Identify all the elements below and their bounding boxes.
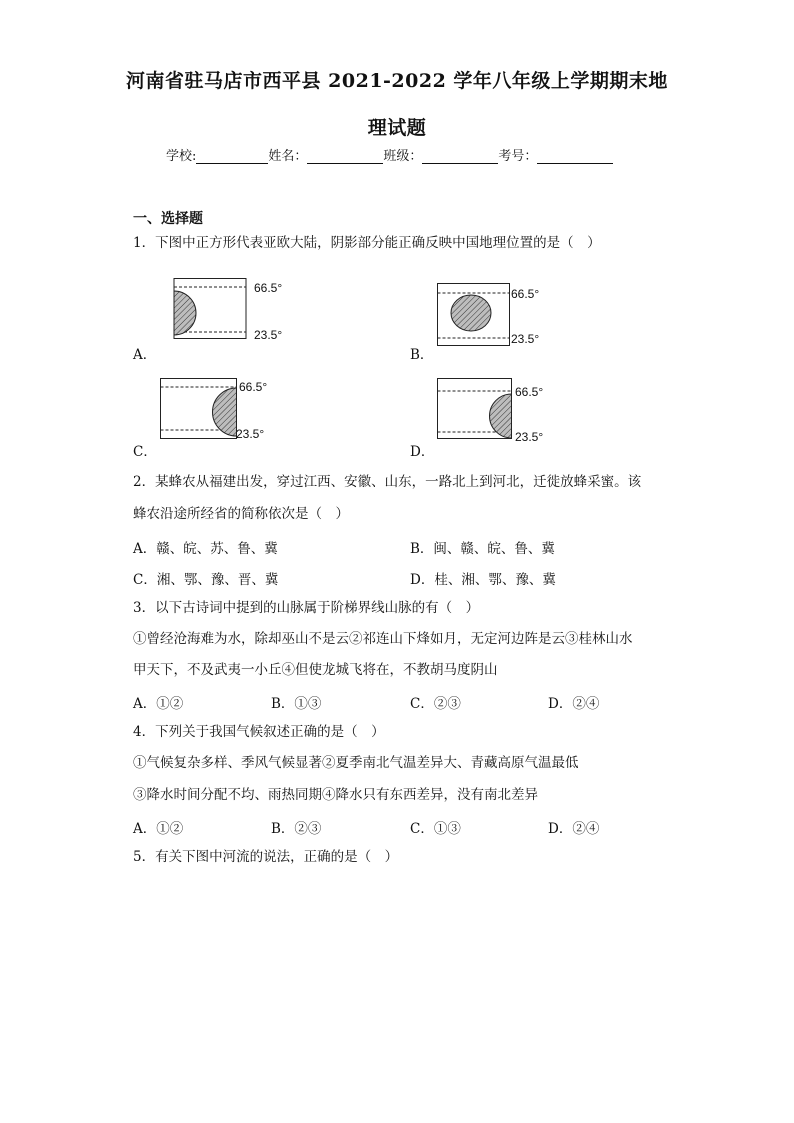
q3-option-b[interactable]: B．①③ (271, 696, 322, 712)
q1-b-lat-bottom: 23.5° (511, 332, 540, 346)
question-4-text: 4．下列关于我国气候叙述正确的是（ ） (133, 724, 385, 740)
school-blank[interactable] (196, 149, 268, 164)
q3-option-c[interactable]: C．②③ (410, 696, 461, 712)
question-5-text: 5．有关下图中河流的说法，正确的是（ ） (133, 849, 399, 865)
q4-option-c[interactable]: C．①③ (410, 821, 461, 837)
q2-option-d[interactable]: D．桂、湘、鄂、豫、冀 (410, 572, 556, 588)
number-blank[interactable] (537, 149, 613, 164)
q1-option-c-figure (160, 378, 240, 442)
q3-poem-line1: ①曾经沧海难为水，除却巫山不是云②祁连山下烽如月，无定河边阵是云③桂林山水 (133, 631, 633, 647)
q1-option-c-label[interactable]: C． (133, 444, 157, 460)
class-label: 班级： (383, 149, 423, 164)
q4-statement-line1: ①气候复杂多样、季风气候显著②夏季南北气温差异大、青藏高原气温最低 (133, 755, 579, 771)
number-label: 考号： (498, 149, 538, 164)
q4-option-b[interactable]: B．②③ (271, 821, 322, 837)
exam-title-line1: 河南省驻马店市西平县 2021-2022 学年八年级上学期期末地 (126, 70, 668, 92)
q1-a-lat-bottom: 23.5° (254, 328, 283, 342)
q2-option-a[interactable]: A．赣、皖、苏、鲁、冀 (133, 541, 278, 557)
q3-option-d[interactable]: D．②④ (548, 696, 600, 712)
q1-b-lat-top: 66.5° (511, 287, 540, 301)
student-info-row (166, 145, 613, 164)
q1-option-a-figure (170, 278, 250, 342)
q3-poem-line2: 甲天下，不及武夷一小丘④但使龙城飞将在，不教胡马度阴山 (133, 662, 498, 678)
name-label: 姓名： (268, 149, 308, 164)
q1-option-b-label[interactable]: B． (410, 347, 434, 363)
question-1-text: 1．下图中正方形代表亚欧大陆，阴影部分能正确反映中国地理位置的是（ ） (133, 235, 601, 251)
q1-a-lat-top: 66.5° (254, 281, 283, 295)
question-2-text-line2: 蜂农沿途所经省的简称依次是（ ） (133, 506, 349, 522)
question-3-text: 3．以下古诗词中提到的山脉属于阶梯界线山脉的有（ ） (133, 600, 480, 616)
q4-option-d[interactable]: D．②④ (548, 821, 600, 837)
class-blank[interactable] (422, 149, 498, 164)
q1-option-b-figure (437, 283, 513, 347)
q2-option-c[interactable]: C．湘、鄂、豫、晋、冀 (133, 572, 279, 588)
china-shape-circle-center (451, 295, 491, 331)
q1-d-lat-top: 66.5° (515, 385, 544, 399)
q1-option-d-label[interactable]: D． (410, 444, 435, 460)
q3-option-a[interactable]: A．①② (133, 696, 184, 712)
q1-d-lat-bottom: 23.5° (515, 430, 544, 444)
q4-statement-line2: ③降水时间分配不均、雨热同期④降水只有东西差异，没有南北差异 (133, 787, 538, 803)
q2-option-b[interactable]: B．闽、赣、皖、鲁、冀 (410, 541, 555, 557)
q1-option-d-figure (437, 378, 517, 442)
q1-option-a-label[interactable]: A． (133, 347, 157, 363)
q1-c-lat-bottom: 23.5° (236, 427, 265, 441)
name-blank[interactable] (307, 149, 383, 164)
section-title: 一、选择题 (133, 211, 203, 227)
q1-c-lat-top: 66.5° (239, 380, 268, 394)
q4-option-a[interactable]: A．①② (133, 821, 184, 837)
question-2-text-line1: 2．某蜂农从福建出发，穿过江西、安徽、山东，一路北上到河北，迁徙放蜂采蜜。该 (133, 474, 642, 490)
exam-title-line2: 理试题 (367, 117, 427, 139)
school-label: 学校: (166, 149, 197, 164)
